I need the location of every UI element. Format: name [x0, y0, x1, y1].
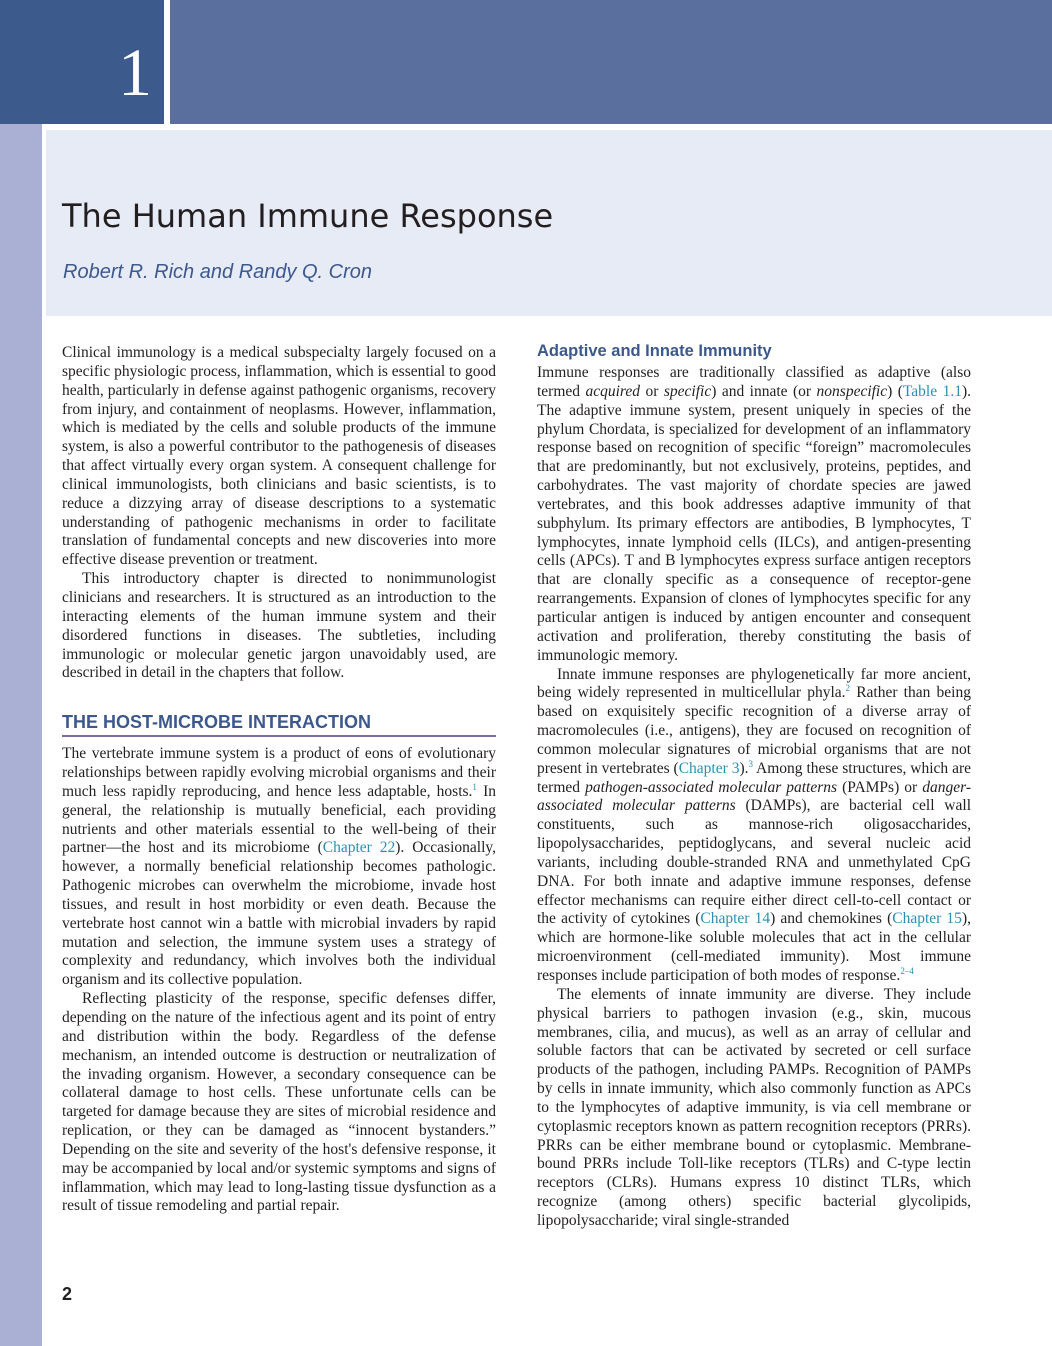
chapter-3-link[interactable]: Chapter 3: [678, 759, 740, 777]
emphasis: specific: [663, 382, 712, 400]
text-run: In general, the relationship is mutually beneficial, each providing nutrients and other materials essential to the well-being of their partner—the host and its microbiome (: [62, 782, 496, 857]
text-run: (DAMPs), are bacterial cell wall constituents, such as mannose-rich oligosaccharides, lipopolysaccharides, peptidoglycans, and several nucleic acid variants, including double-stranded RNA and unmethylated CpG DNA. For both innate and adaptive immune responses, defense effector mechanisms can require either direct cell-to-cell contact or the activity of cytokines (: [537, 797, 971, 928]
subsection-heading-adaptive-innate: Adaptive and Innate Immunity: [537, 342, 772, 360]
text-run: ), which are hormone-like soluble molecules that act in the cellular microenvironment (cell-mediated immunity). Most immune responses include participation of both modes of response.: [537, 910, 971, 984]
left-column: [62, 344, 496, 1216]
authors: Robert R. Rich and Randy Q. Cron: [63, 261, 373, 283]
reference-superscript[interactable]: 2–4: [900, 965, 914, 976]
text-run: (PAMPs) or: [837, 778, 923, 796]
emphasis: acquired: [585, 382, 641, 400]
text-run: ). The adaptive immune system, present uniquely in species of the phylum Chordata, is specialized for development of an inflammatory response based on recognition of specific “foreign” macromolecules that are predominantly, but not exclusively, proteins, peptides, and carbohydrates. The vast majority of chordate species are jawed vertebrates, and this book addresses adaptive immunity of that subphylum. Its primary effectors are antibodies, B lymphocytes, T lymphocytes, innate lymphoid cells (ILCs), and antigen-presenting cells (APCs). T and B lymphocytes express surface antigen receptors that are clonally specific as a consequence of receptor-gene rearrangements. Expansion of clones of lymphocytes specific for any particular antigen is induced by antigen encounter and consequent activation and proliferation, thereby constituting the basis of immunologic memory.: [537, 382, 971, 664]
table-1-1-link[interactable]: Table 1.1: [902, 382, 962, 400]
chapter-14-link[interactable]: Chapter 14: [700, 910, 771, 928]
text-run: or: [640, 382, 664, 400]
adaptive-innate-paragraph-3: The elements of innate immunity are diverse. They include physical barriers to pathogen invasion (e.g., skin, mucous membranes, cilia, and mucus), as well as an array of cellular and soluble factors that can be activated by secreted or cell surface products of the pathogen, including PAMPs. Recognition of PAMPs by cells in innate immunity, which also commonly function as APCs to the lymphocytes of adaptive immunity, is via cell membrane or cytoplasmic receptors known as pattern recognition receptors (PRRs). PRRs can be either membrane bound or cytoplasmic. Membrane-bound PRRs include Toll-like receptors (TLRs) and C-type lectin receptors (CLRs). Humans express 10 distinct TLRs, which recognize (among others) specific bacterial glycolipids, lipopolysaccharide; viral single-stranded: [537, 985, 971, 1229]
reference-superscript[interactable]: 3: [748, 758, 753, 769]
text-run: The vertebrate immune system is a product of eons of evolutionary relationships between rapidly evolving microbial organisms and their much less rapidly reproducing, and hence less adaptable, hosts.: [62, 745, 496, 800]
chapter-number: 1: [118, 34, 152, 110]
text-run: ).: [739, 759, 749, 777]
intro-paragraph-2: This introductory chapter is directed to nonimmunologist clinicians and researchers. It is structured as an introduction to the interacting elements of the human immune system and their disordered functions in diseases. The subtleties, including immunologic or molecular genetic jargon unavoidably used, are described in detail in the chapters that follow.: [62, 570, 496, 682]
reference-superscript[interactable]: 2: [845, 683, 851, 694]
page-number: 2: [62, 1284, 73, 1304]
right-column: [537, 340, 971, 1231]
host-microbe-paragraph-2: Reflecting plasticity of the response, specific defenses differ, depending on the nature of the infectious agent and its point of entry and distribution within the body. Regardless of the defense mechanism, an intended outcome is destruction or neutralization of the invading organism. However, a secondary consequence can be collateral damage to host cells. These unfortunate cells can be targeted for damage because they are sites of microbial residence and replication, or they can be damaged as “innocent bystanders.” Depending on the site and severity of the host's defensive response, it may be accompanied by local and/or systemic symptoms and signs of inflammation, which may lead to long-lasting tissue dysfunction as a result of tissue remodeling and partial repair.: [62, 990, 496, 1215]
text-run: Innate immune responses are phylogenetically far more ancient, being widely represented in multicellular phyla.: [537, 665, 971, 702]
text-run: ) and innate (or: [711, 382, 817, 400]
text-run: Rather than being based on exquisitely specific recognition of a diverse array of macromolecules (i.e., antigens), they are focused on recognition of common molecular signatures of microbial organisms that are not present in vertebrates (: [537, 684, 971, 777]
text-run: Among these structures, which are termed: [537, 759, 971, 796]
adaptive-innate-paragraph-1: [537, 364, 971, 666]
emphasis: nonspecific: [816, 382, 888, 400]
chapter-15-link[interactable]: Chapter 15: [892, 910, 962, 928]
emphasis: danger-associated molecular patterns: [537, 778, 971, 815]
text-run: Immune responses are traditionally classified as adaptive (also termed: [537, 364, 971, 400]
intro-paragraph-1: Clinical immunology is a medical subspecialty largely focused on a specific physiologic process, inflammation, which is essential to good health, particularly in defense against pathogenic organisms, recovery from injury, and containment of neoplasms. However, inflammation, which is mediated by the cells and soluble products of the immune system, is also a powerful contributor to the pathogenesis of diseases that affect virtually every organ system. A consequent challenge for clinical immunologists, both clinicians and basic scientists, is to reduce a dizzying array of disease descriptions to a systematic understanding of pathogenic mechanisms in order to facilitate translation of fundamental concepts and new discoveries into more effective disease prevention or treatment.: [62, 344, 496, 569]
header-block-right: [170, 0, 1052, 124]
text-run: ). Occasionally, however, a normally beneficial relationship becomes pathologic. Pathogenic microbes can overwhelm the microbiome, invade host tissues, and result in host morbidity or even death. Because the vertebrate host cannot win a battle with microbial invaders by rapid mutation and selection, the immune system uses a strategy of complexity and redundancy, which involves both the individual organism and its collective population.: [62, 839, 496, 989]
emphasis: pathogen-associated molecular patterns: [585, 778, 838, 796]
side-strip: [0, 124, 42, 1346]
section-heading-host-microbe: THE HOST-MICROBE INTERACTION: [62, 711, 496, 737]
adaptive-innate-paragraph-2: [537, 666, 971, 986]
reference-superscript[interactable]: 1: [472, 781, 477, 792]
chapter-22-link[interactable]: Chapter 22: [322, 839, 396, 857]
chapter-title: The Human Immune Response: [62, 197, 554, 235]
text-run: ) and chemokines (: [770, 910, 893, 928]
host-microbe-paragraph-1: [62, 745, 496, 990]
text-run: ) (: [887, 382, 903, 400]
